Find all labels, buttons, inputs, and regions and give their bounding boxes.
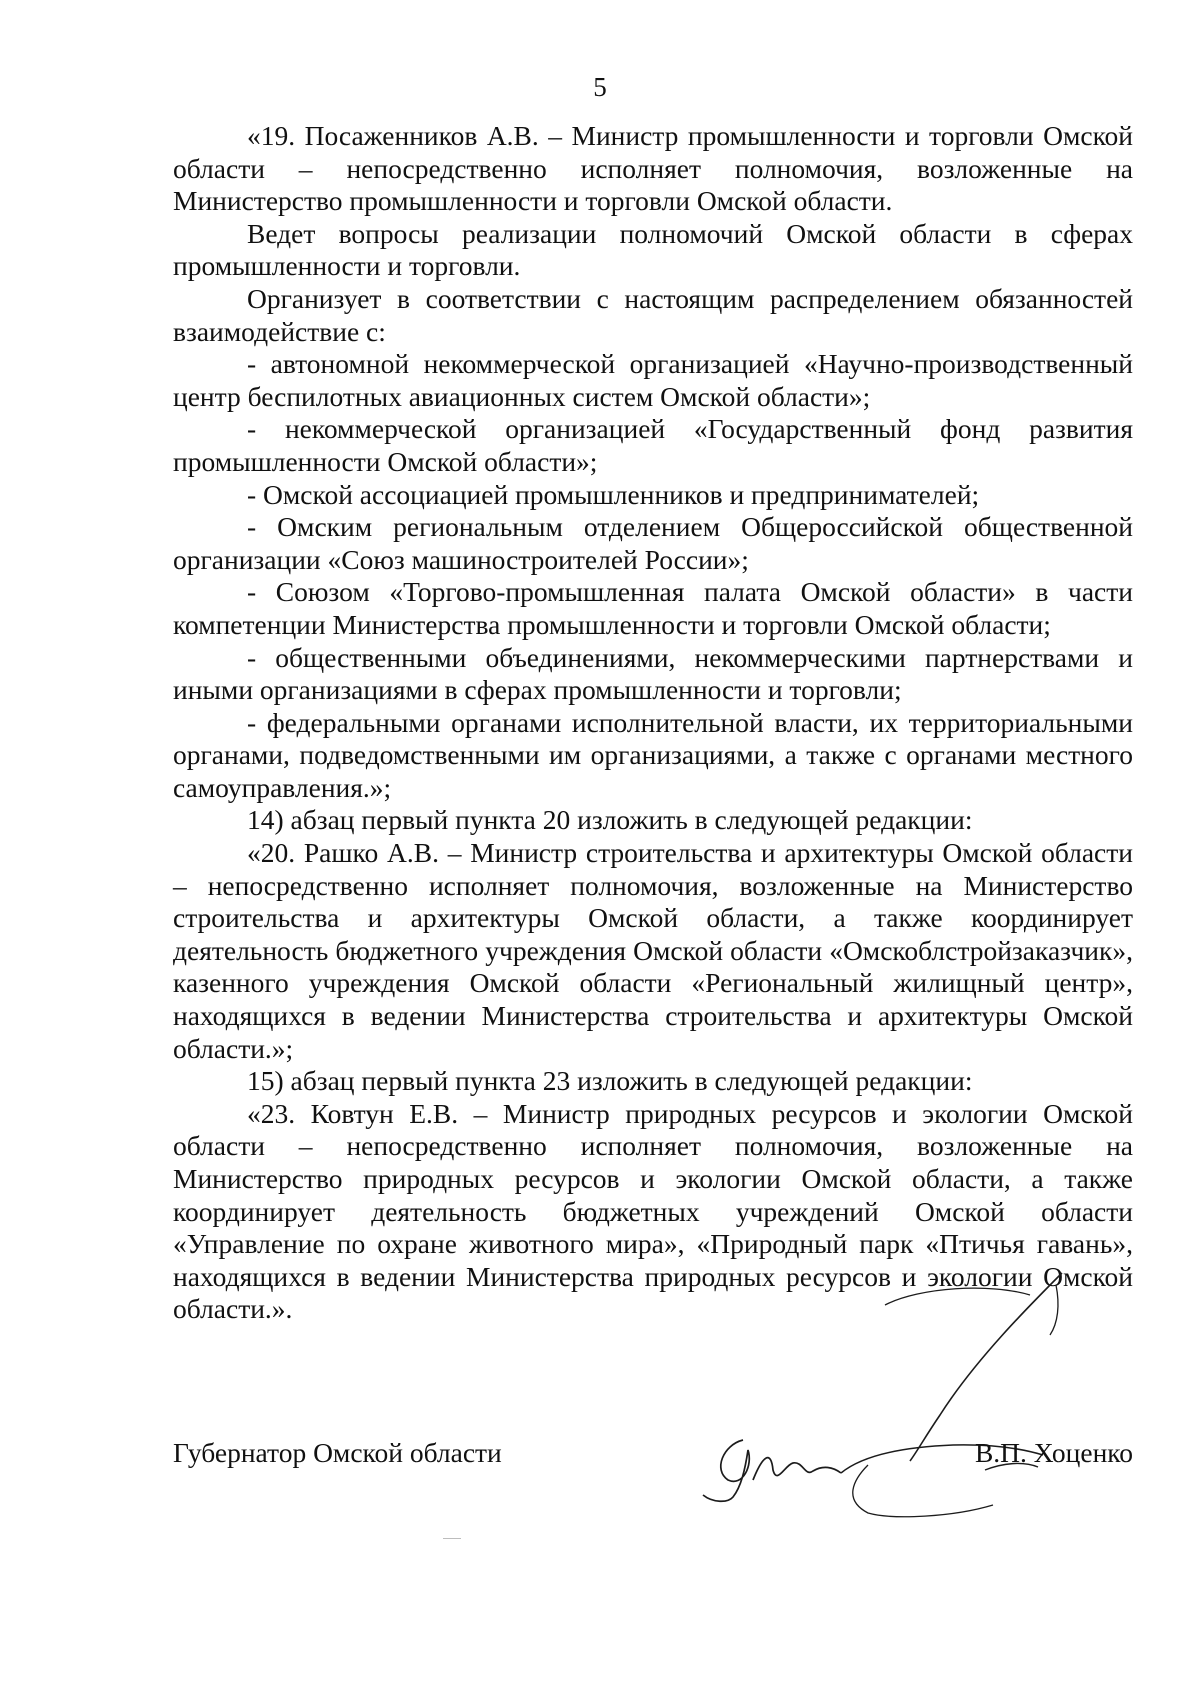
paragraph-item-19-interaction: Организует в соответствии с настоящим распределением обязанностей взаимодействие с: bbox=[173, 282, 1133, 347]
list-item-federal-authorities: - федеральными органами исполнительной власти, их территориальными органами, подведомственными им организациями, а также с органами местного самоуправления.»; bbox=[173, 706, 1133, 803]
list-item-bpla-center: - автономной некоммерческой организацией «Научно-производственный центр беспилотных авиационных систем Омской области»; bbox=[173, 348, 1133, 412]
paragraph-item-19-intro: «19. Посаженников А.В. – Министр промышленности и торговли Омской области – непосредственно исполняет полномочия, возложенные на Министерство промышленности и торговли Омской области. bbox=[173, 120, 1133, 217]
paragraph-amendment-14: 14) абзац первый пункта 20 изложить в следующей редакции: bbox=[247, 804, 973, 836]
paragraph-item-19-duties: Ведет вопросы реализации полномочий Омской области в сферах промышленности и торговли. bbox=[173, 217, 1133, 282]
signer-name: В.П. Хоценко bbox=[974, 1437, 1133, 1468]
document-body bbox=[173, 120, 1133, 1326]
page-number: 5 bbox=[593, 72, 607, 102]
list-item-public-associations: - общественными объединениями, некоммерческими партнерствами и иными организациями в сферах промышленности и торговли; bbox=[173, 641, 1133, 706]
paragraph-item-23: «23. Ковтун Е.В. – Министр природных ресурсов и экологии Омской области – непосредственно исполняет полномочия, возложенные на Министерство природных ресурсов и экологии Омской области, а также координирует деятельность бюджетных учреждений Омской области «Управление по охране животного мира», «Природный парк «Птичья гавань», находящихся в ведении Министерства природных ресурсов и экологии Омской области.». bbox=[173, 1097, 1133, 1325]
scan-artifact bbox=[443, 1538, 461, 1539]
list-item-machine-builders-union: - Омским региональным отделением Общероссийской общественной организации «Союз машиностроителей России»; bbox=[173, 511, 1133, 575]
signer-title: Губернатор Омской области bbox=[173, 1437, 502, 1468]
list-item-chamber-of-commerce: - Союзом «Торгово-промышленная палата Омской области» в части компетенции Министерства промышленности и торговли Омской области; bbox=[173, 576, 1133, 640]
paragraph-item-20: «20. Рашко А.В. – Министр строительства и архитектуры Омской области – непосредственно исполняет полномочия, возложенные на Министерство строительства и архитектуры Омской области, а также координирует деятельность бюджетного учреждения Омской области «Омскоблстройзаказчик», казенного учреждения Омской области «Региональный жилищный центр», находящихся в ведении Министерства строительства и архитектуры Омской области.»; bbox=[173, 837, 1133, 1064]
list-item-industry-fund: - некоммерческой организацией «Государственный фонд развития промышленности Омской области»; bbox=[173, 413, 1133, 477]
list-item-industrialists-association: - Омской ассоциацией промышленников и предпринимателей; bbox=[247, 478, 980, 510]
signature-block bbox=[173, 1425, 1133, 1515]
paragraph-amendment-15: 15) абзац первый пункта 23 изложить в следующей редакции: bbox=[247, 1065, 973, 1097]
